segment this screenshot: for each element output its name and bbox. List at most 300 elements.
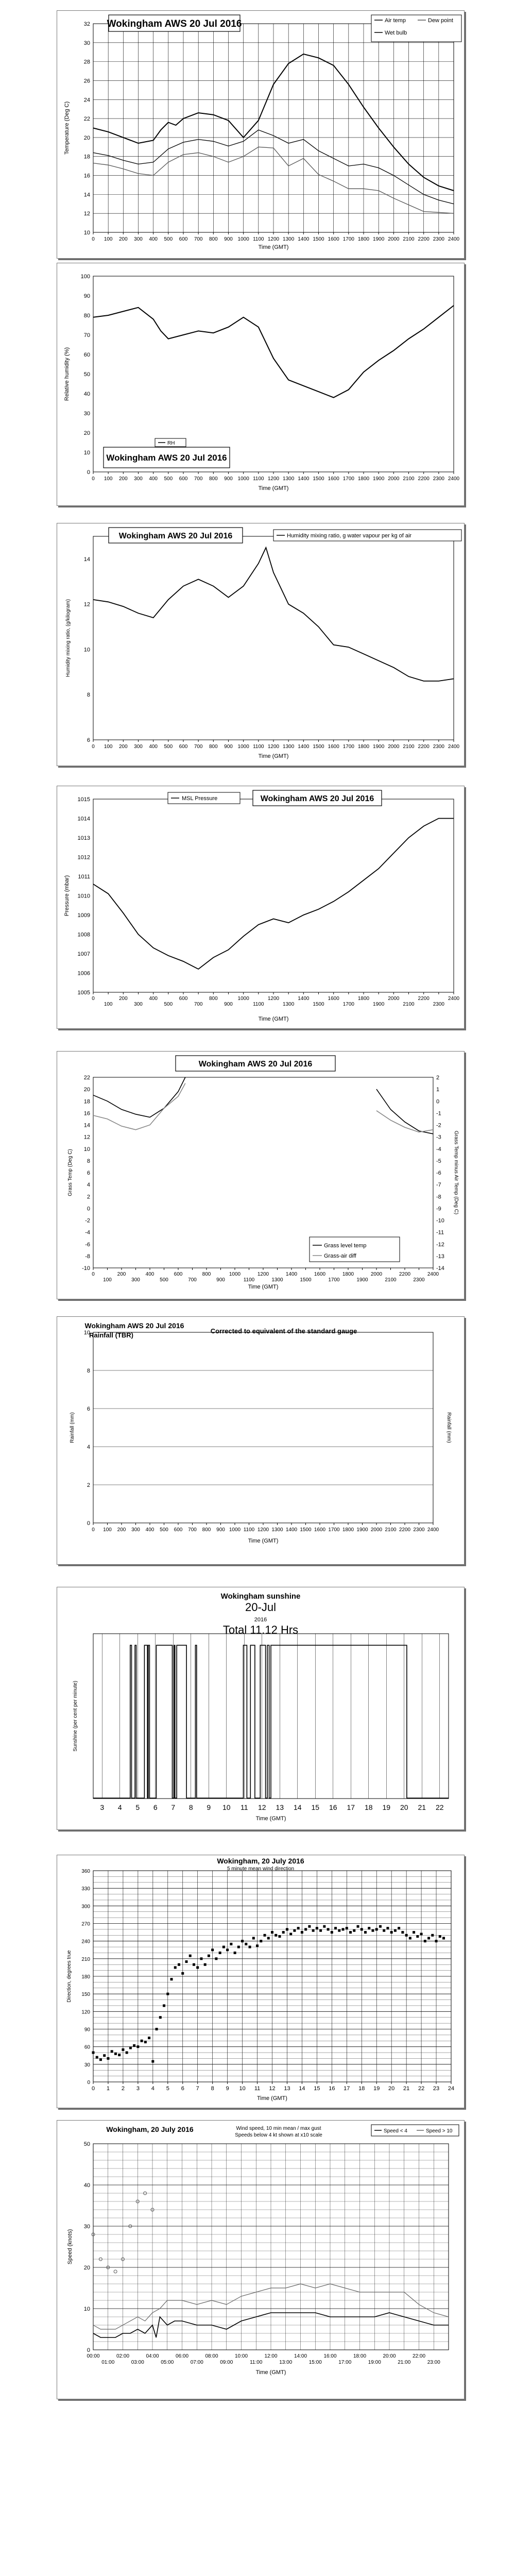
x-tick-label: 00:00 <box>87 2353 100 2359</box>
x-tick-label: 300 <box>134 744 143 750</box>
direction-point <box>334 1927 337 1929</box>
direction-point <box>234 1952 236 1954</box>
x-tick-label: 1300 <box>271 1277 283 1283</box>
x-tick-label: 08:00 <box>205 2353 218 2359</box>
direction-point <box>282 1931 285 1934</box>
y2-tick-label: -5 <box>436 1158 441 1164</box>
x-tick-label: 1200 <box>267 744 280 750</box>
direction-point <box>178 1963 180 1966</box>
x-tick-label: 9 <box>226 2086 229 2092</box>
direction-point <box>245 1943 247 1945</box>
y-tick-label: 14 <box>83 192 90 198</box>
x-tick-label: 1800 <box>357 744 370 750</box>
chart-year: 2016 <box>254 1617 267 1623</box>
y2-axis-label: Grass Temp minus Air Temp (Deg C) <box>453 1130 459 1215</box>
direction-point <box>357 1925 359 1928</box>
direction-point <box>379 1925 382 1928</box>
x-tick-label: 800 <box>209 996 218 1002</box>
plot-area <box>93 799 454 992</box>
x-tick-label: 22 <box>418 2086 425 2092</box>
direction-point <box>241 1940 244 1942</box>
x-axis-label: Time (GMT) <box>248 1538 279 1544</box>
y-tick-label: 10 <box>83 230 90 236</box>
x-tick-label: 2300 <box>413 1277 425 1283</box>
y-tick-label: 8 <box>87 692 90 699</box>
x-tick-label: 1300 <box>283 236 295 242</box>
y-tick-label: 1015 <box>77 796 90 803</box>
x-axis-label: Time (GMT) <box>248 1284 279 1290</box>
x-tick-label: 1200 <box>257 1527 269 1533</box>
x-tick-label: 500 <box>160 1277 168 1283</box>
chart-panel-temperature <box>57 10 465 259</box>
direction-point <box>431 1934 434 1937</box>
x-tick-label: 1900 <box>356 1277 368 1283</box>
x-tick-label: 1300 <box>283 476 295 482</box>
chart-subtitle: Wind speed, 10 min mean / max gust <box>236 2126 321 2131</box>
x-tick-label: 1100 <box>253 744 264 750</box>
legend-label: Speed > 10 <box>426 2128 453 2134</box>
direction-point <box>237 1946 240 1948</box>
x-tick-label: 400 <box>149 744 158 750</box>
direction-point <box>133 2044 135 2047</box>
x-tick-label: 18:00 <box>353 2353 367 2359</box>
x-tick-label: 2000 <box>370 1527 383 1533</box>
x-tick-label: 400 <box>145 1527 154 1533</box>
y2-tick-label: -8 <box>436 1194 441 1200</box>
x-tick-label: 1600 <box>314 1527 326 1533</box>
x-tick-label: 1900 <box>373 476 385 482</box>
x-tick-label: 1800 <box>342 1527 354 1533</box>
x-tick-label: 1100 <box>243 1527 255 1533</box>
y-tick-label: 16 <box>83 173 90 179</box>
y-tick-label: 2 <box>87 1194 90 1200</box>
y-tick-label: 6 <box>87 737 90 743</box>
y2-tick-label: -1 <box>436 1110 441 1117</box>
x-tick-label: 8 <box>188 1803 193 1811</box>
x-axis-label: Time (GMT) <box>258 244 289 250</box>
x-tick-label: 800 <box>209 476 218 482</box>
direction-point <box>118 2054 121 2056</box>
chart-title: Wokingham AWS 20 Jul 2016 <box>106 453 227 463</box>
x-tick-label: 1700 <box>342 744 354 750</box>
x-tick-label: 100 <box>104 1002 113 1007</box>
y-tick-label: 12 <box>83 601 90 608</box>
x-tick-label: 1600 <box>328 476 339 482</box>
direction-point <box>222 1946 225 1948</box>
chart-panel-pressure <box>57 786 465 1029</box>
x-tick-label: 2400 <box>448 476 460 482</box>
humidity-chart <box>57 263 464 505</box>
y2-tick-label: -7 <box>436 1182 441 1189</box>
direction-point <box>96 2056 98 2059</box>
y-tick-label: 26 <box>83 78 90 84</box>
y-axis-label: Temperature (Deg C) <box>64 101 70 155</box>
y-tick-label: -6 <box>85 1241 90 1248</box>
x-tick-label: 2400 <box>427 1272 439 1277</box>
y-tick-label: 6 <box>87 1170 90 1176</box>
x-tick-label: 2000 <box>388 476 400 482</box>
y-axis-label: Pressure (mbar) <box>64 875 70 917</box>
x-tick-label: 12 <box>258 1803 266 1811</box>
direction-point <box>211 1948 214 1951</box>
x-tick-label: 2200 <box>418 236 430 242</box>
direction-point <box>226 1948 229 1951</box>
x-tick-label: 2200 <box>399 1527 411 1533</box>
plot-area <box>93 276 454 472</box>
x-tick-label: 0 <box>92 1527 95 1533</box>
x-tick-label: 1800 <box>357 236 370 242</box>
x-tick-label: 16:00 <box>323 2353 337 2359</box>
x-tick-label: 1100 <box>243 1277 255 1283</box>
x-tick-label: 10 <box>222 1803 231 1811</box>
direction-point <box>249 1946 251 1948</box>
x-tick-label: 23:00 <box>427 2360 440 2365</box>
x-tick-label: 13 <box>276 1803 284 1811</box>
x-tick-label: 20:00 <box>383 2353 396 2359</box>
chart-title: Wokingham AWS 20 Jul 2016 <box>260 794 374 803</box>
direction-point <box>129 2046 132 2049</box>
wind-direction-chart <box>57 1855 464 2108</box>
x-tick-label: 1000 <box>237 996 249 1002</box>
y-tick-label: 16 <box>83 1110 90 1117</box>
x-tick-label: 19 <box>373 2086 380 2092</box>
y2-tick-label: -4 <box>436 1146 441 1153</box>
legend-label: Wet bulb <box>385 30 407 36</box>
x-tick-label: 1600 <box>328 236 339 242</box>
x-tick-label: 2300 <box>433 1002 444 1007</box>
direction-point <box>193 1963 195 1966</box>
direction-point <box>204 1963 207 1966</box>
y-tick-label: 30 <box>84 2062 90 2068</box>
x-tick-label: 4 <box>117 1803 122 1811</box>
direction-point <box>353 1929 355 1932</box>
x-tick-label: 2100 <box>403 236 415 242</box>
y-tick-label: 90 <box>84 2027 90 2033</box>
x-tick-label: 700 <box>194 744 203 750</box>
direction-point <box>170 1978 173 1980</box>
direction-point <box>189 1955 192 1957</box>
x-tick-label: 2100 <box>403 1002 415 1007</box>
y-tick-label: 1005 <box>77 990 90 996</box>
y-tick-label: 20 <box>83 430 90 436</box>
chart-note: Corrected to equivalent of the standard gauge <box>210 1327 357 1335</box>
direction-point <box>156 2028 158 2030</box>
direction-point <box>364 1931 367 1934</box>
y-tick-label: -2 <box>85 1217 90 1224</box>
direction-point <box>401 1931 404 1934</box>
y-tick-label: 30 <box>83 411 90 417</box>
chart-date: 20-Jul <box>245 1601 276 1614</box>
x-tick-label: 100 <box>104 744 113 750</box>
x-tick-label: 1400 <box>298 476 310 482</box>
y-tick-label: 40 <box>83 2182 90 2189</box>
x-tick-label: 2300 <box>433 236 444 242</box>
x-tick-label: 1 <box>106 2086 110 2092</box>
direction-point <box>107 2057 109 2060</box>
y-tick-label: 1010 <box>77 893 90 900</box>
y-tick-label: 60 <box>83 352 90 358</box>
y2-tick-label: 2 <box>436 1075 440 1081</box>
x-tick-label: 700 <box>194 236 203 242</box>
x-tick-label: 0 <box>92 236 95 242</box>
direction-point <box>383 1929 385 1932</box>
x-tick-label: 500 <box>164 1002 173 1007</box>
legend-label: MSL Pressure <box>182 795 218 802</box>
x-tick-label: 1600 <box>328 996 339 1002</box>
x-tick-label: 2400 <box>427 1527 439 1533</box>
x-tick-label: 1200 <box>267 996 280 1002</box>
x-tick-label: 2000 <box>388 744 400 750</box>
y-tick-label: 1008 <box>77 931 90 938</box>
direction-point <box>219 1952 221 1954</box>
y-tick-label: 28 <box>83 59 90 65</box>
direction-point <box>208 1955 210 1957</box>
direction-point <box>442 1937 445 1939</box>
legend-label: Speed < 4 <box>384 2128 407 2134</box>
chart-panel-rainfall <box>57 1316 465 1565</box>
legend-label: Humidity mixing ratio, g water vapour per kg of air <box>287 533 412 539</box>
y-axis-label: Speed (knots) <box>67 2229 73 2265</box>
direction-point <box>375 1928 378 1930</box>
x-tick-label: 2100 <box>385 1527 397 1533</box>
x-tick-label: 22 <box>435 1803 444 1811</box>
x-tick-label: 1200 <box>267 476 280 482</box>
direction-point <box>390 1931 393 1934</box>
y-tick-label: 30 <box>83 2224 90 2230</box>
x-tick-label: 7 <box>196 2086 199 2092</box>
x-tick-label: 500 <box>164 236 173 242</box>
direction-point <box>151 2060 154 2063</box>
x-axis-label: Time (GMT) <box>258 753 289 759</box>
x-tick-label: 1600 <box>328 744 339 750</box>
y-axis-label: Rainfall (mm) <box>70 1412 75 1443</box>
grass-temperature-chart <box>57 1052 464 1299</box>
y2-tick-label: 1 <box>436 1087 440 1093</box>
y-tick-label: 8 <box>87 1368 90 1374</box>
x-tick-label: 15 <box>314 2086 320 2092</box>
direction-point <box>278 1935 281 1938</box>
direction-point <box>424 1940 426 1942</box>
x-axis-label: Time (GMT) <box>255 2369 286 2376</box>
x-tick-label: 10 <box>239 2086 246 2092</box>
x-tick-label: 1000 <box>229 1272 241 1277</box>
y-tick-label: 270 <box>81 1921 90 1927</box>
x-tick-label: 0 <box>92 476 95 482</box>
direction-point <box>260 1940 262 1942</box>
mixing-ratio-chart <box>57 523 464 766</box>
x-tick-label: 01:00 <box>101 2360 115 2365</box>
y-tick-label: 1011 <box>78 874 90 880</box>
x-tick-label: 15:00 <box>308 2360 322 2365</box>
y-tick-label: 50 <box>83 371 90 378</box>
y-tick-label: 180 <box>81 1974 90 1980</box>
x-tick-label: 20 <box>400 1803 408 1811</box>
y-tick-label: 330 <box>81 1886 90 1892</box>
x-tick-label: 700 <box>188 1277 197 1283</box>
x-tick-label: 2200 <box>418 996 430 1002</box>
direction-point <box>114 2053 117 2055</box>
plot-area <box>93 1332 433 1523</box>
x-tick-label: 900 <box>224 744 233 750</box>
chart-subtitle: 5 minute mean wind direction <box>227 1866 295 1872</box>
x-tick-label: 09:00 <box>220 2360 233 2365</box>
direction-point <box>122 2048 124 2051</box>
x-tick-label: 200 <box>118 744 128 750</box>
direction-point <box>166 1993 169 1995</box>
x-tick-label: 1500 <box>313 236 324 242</box>
direction-point <box>159 2016 162 2019</box>
x-tick-label: 18 <box>364 1803 373 1811</box>
direction-point <box>163 2004 165 2007</box>
x-tick-label: 2200 <box>418 744 430 750</box>
y2-tick-label: -14 <box>436 1265 444 1272</box>
temperature-chart <box>57 11 464 258</box>
x-tick-label: 600 <box>179 996 188 1002</box>
direction-point <box>308 1925 311 1928</box>
direction-point <box>331 1931 333 1934</box>
x-tick-label: 600 <box>174 1272 183 1277</box>
x-tick-label: 1800 <box>342 1272 354 1277</box>
x-tick-label: 1200 <box>257 1272 269 1277</box>
y-tick-label: 210 <box>81 1956 90 1962</box>
x-tick-label: 19:00 <box>368 2360 381 2365</box>
direction-point <box>304 1928 307 1930</box>
x-tick-label: 100 <box>103 1527 112 1533</box>
x-tick-label: 1500 <box>313 744 324 750</box>
chart-panel-wind-direction <box>57 1855 465 2108</box>
direction-point <box>215 1957 217 1960</box>
x-tick-label: 1400 <box>298 744 310 750</box>
y-tick-label: 10 <box>83 1146 90 1153</box>
x-tick-label: 400 <box>149 236 158 242</box>
direction-point <box>398 1927 400 1929</box>
x-axis-label: Time (GMT) <box>257 2095 287 2102</box>
y2-tick-label: -12 <box>436 1241 444 1248</box>
direction-point <box>267 1937 270 1939</box>
y-tick-label: 14 <box>83 1122 90 1129</box>
x-tick-label: 1300 <box>283 744 295 750</box>
chart-title: Wokingham, 20 July 2016 <box>217 1857 304 1865</box>
x-tick-label: 2400 <box>448 996 460 1002</box>
x-tick-label: 15 <box>311 1803 320 1811</box>
x-tick-label: 400 <box>149 476 158 482</box>
chart-title: Wokingham AWS 20 Jul 2016 <box>198 1059 313 1069</box>
x-tick-label: 3 <box>136 2086 140 2092</box>
x-axis-label: Time (GMT) <box>255 1816 286 1822</box>
x-tick-label: 1900 <box>356 1527 368 1533</box>
direction-point <box>103 2054 106 2057</box>
x-tick-label: 0 <box>92 1272 95 1277</box>
direction-point <box>405 1934 408 1937</box>
x-tick-label: 19 <box>382 1803 391 1811</box>
direction-point <box>413 1931 415 1934</box>
x-tick-label: 8 <box>211 2086 214 2092</box>
x-tick-label: 2300 <box>433 476 444 482</box>
direction-point <box>312 1929 315 1932</box>
x-tick-label: 1900 <box>373 744 385 750</box>
y-tick-label: 0 <box>87 1520 90 1527</box>
x-tick-label: 7 <box>171 1803 176 1811</box>
sunshine-chart <box>57 1587 464 1829</box>
y2-tick-label: -3 <box>436 1134 441 1141</box>
y-tick-label: 1012 <box>77 854 90 861</box>
y-tick-label: 32 <box>83 21 90 27</box>
y-tick-label: 20 <box>83 2265 90 2271</box>
x-tick-label: 5 <box>166 2086 169 2092</box>
y-tick-label: 22 <box>83 116 90 123</box>
chart-total: Total 11.12 Hrs <box>222 1623 299 1636</box>
y-tick-label: 2 <box>87 1482 90 1488</box>
x-tick-label: 800 <box>202 1272 211 1277</box>
y2-tick-label: -6 <box>436 1170 441 1176</box>
y-tick-label: 1014 <box>77 816 90 822</box>
x-tick-label: 12 <box>269 2086 276 2092</box>
direction-point <box>316 1927 318 1929</box>
direction-point <box>174 1966 177 1969</box>
y-tick-label: 0 <box>87 469 90 476</box>
direction-point <box>126 2052 128 2054</box>
x-tick-label: 1100 <box>253 476 264 482</box>
x-tick-label: 300 <box>131 1277 140 1283</box>
plot-area <box>93 536 454 740</box>
x-tick-label: 100 <box>104 236 113 242</box>
chart-panel-humidity <box>57 263 465 506</box>
direction-point <box>319 1929 322 1932</box>
direction-point <box>181 1972 184 1975</box>
x-tick-label: 0 <box>92 996 95 1002</box>
direction-point <box>200 1957 202 1960</box>
x-tick-label: 1400 <box>285 1272 298 1277</box>
y2-tick-label: -10 <box>436 1217 444 1224</box>
x-tick-label: 300 <box>131 1527 140 1533</box>
direction-point <box>271 1931 273 1934</box>
direction-point <box>368 1927 370 1929</box>
chart-panel-mixing-ratio <box>57 523 465 766</box>
x-tick-label: 500 <box>164 476 173 482</box>
direction-point <box>293 1929 296 1932</box>
x-tick-label: 2200 <box>418 476 430 482</box>
x-tick-label: 600 <box>179 476 188 482</box>
x-tick-label: 1400 <box>285 1527 298 1533</box>
y-tick-label: 70 <box>83 332 90 338</box>
x-tick-label: 600 <box>179 744 188 750</box>
x-tick-label: 4 <box>151 2086 154 2092</box>
y-tick-label: 10 <box>83 2306 90 2312</box>
direction-point <box>346 1927 348 1929</box>
x-tick-label: 6 <box>153 1803 158 1811</box>
x-tick-label: 800 <box>202 1527 211 1533</box>
x-tick-label: 2100 <box>403 476 415 482</box>
chart-title: Wokingham AWS 20 Jul 2016 <box>84 1321 184 1330</box>
x-tick-label: 0 <box>91 2086 95 2092</box>
direction-point <box>99 2058 102 2061</box>
x-tick-label: 1900 <box>373 236 385 242</box>
x-tick-label: 2100 <box>403 744 415 750</box>
x-tick-label: 1000 <box>237 744 249 750</box>
x-tick-label: 11:00 <box>250 2360 263 2365</box>
x-tick-label: 1500 <box>300 1277 312 1283</box>
x-tick-label: 1200 <box>267 236 280 242</box>
x-tick-label: 21 <box>418 1803 426 1811</box>
y-tick-label: -8 <box>85 1253 90 1260</box>
x-tick-label: 600 <box>174 1527 183 1533</box>
y-tick-label: 10 <box>83 450 90 456</box>
x-tick-label: 06:00 <box>175 2353 189 2359</box>
x-tick-label: 200 <box>117 1527 126 1533</box>
x-tick-label: 200 <box>117 1272 126 1277</box>
y-tick-label: 0 <box>87 2347 90 2353</box>
x-tick-label: 22:00 <box>412 2353 426 2359</box>
